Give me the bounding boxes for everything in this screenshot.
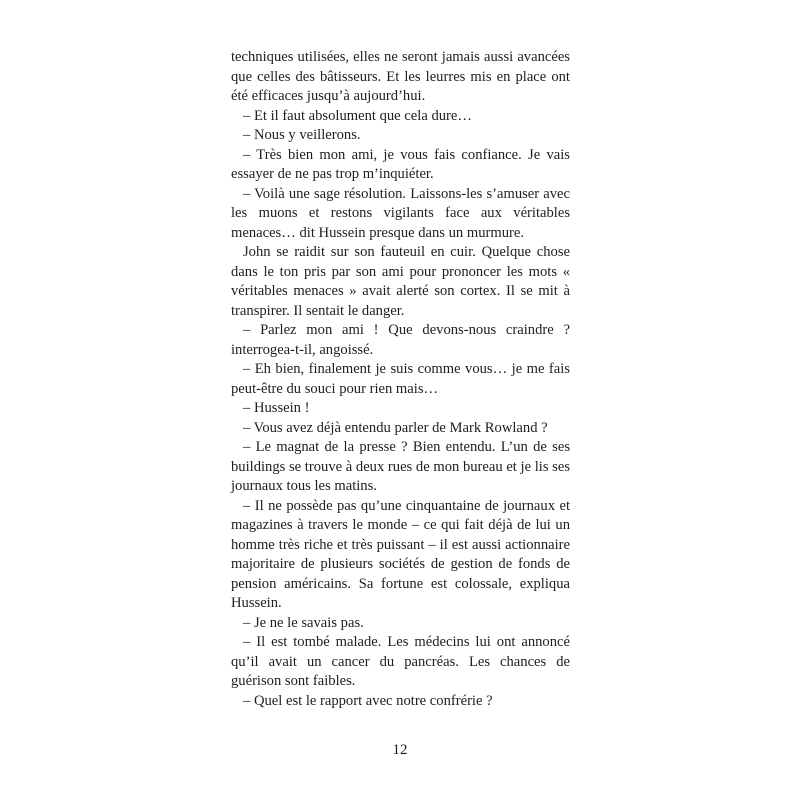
paragraph: – Eh bien, finalement je suis comme vous… je me fais peut-être du souci pour rien mais… — [231, 361, 570, 397]
paragraph: techniques utilisées, elles ne seront jamais aussi avancées que celles des bâtisseurs. Et les leurres mis en place ont été efficaces jusqu’à aujourd’hui. — [231, 49, 570, 104]
body-text — [231, 48, 570, 711]
paragraph: – Voilà une sage résolution. Laissons-les s’amuser avec les muons et restons vigilants face aux véritables menaces… dit Hussein presque dans un murmure. — [231, 185, 570, 241]
paragraph: – Hussein ! — [243, 400, 310, 416]
paragraph: – Parlez mon ami ! Que devons-nous craindre ? interrogea-t-il, angoissé. — [231, 322, 570, 358]
paragraph: – Très bien mon ami, je vous fais confiance. Je vais essayer de ne pas trop m’inquiéter. — [231, 146, 570, 182]
paragraph: – Je ne le savais pas. — [243, 614, 364, 631]
paragraph: – Et il faut absolument que cela dure… — [243, 107, 472, 124]
paragraph: – Quel est le rapport avec notre confrérie ? — [243, 692, 493, 709]
paragraph: – Vous avez déjà entendu parler de Mark Rowland ? — [243, 419, 548, 436]
paragraph: John se raidit sur son fauteuil en cuir. Quelque chose dans le ton pris par son ami pour prononcer les mots « véritables menaces » avait alerté son cortex. Il se mit à transpirer. Il sentait le danger. — [231, 244, 570, 319]
paragraph: – Le magnat de la presse ? Bien entendu. L’un de ses buildings se trouve à deux rues de mon bureau et je lis ses journaux tous les matins. — [231, 439, 570, 494]
paragraph: – Il est tombé malade. Les médecins lui ont annoncé qu’il avait un cancer du pancréas. Les chances de guérison sont faibles. — [231, 634, 570, 689]
page-number: 12 — [392, 742, 408, 758]
paragraph: – Il ne possède pas qu’une cinquantaine de journaux et magazines à travers le monde – ce qui fait déjà de lui un homme très riche et très puissant – il est aussi actionnaire majoritaire de plusieurs sociétés de gestion de fonds de pension américains. Sa fortune est colossale, expliqua Hussein. — [231, 497, 570, 611]
paragraph: – Nous y veillerons. — [243, 127, 361, 143]
